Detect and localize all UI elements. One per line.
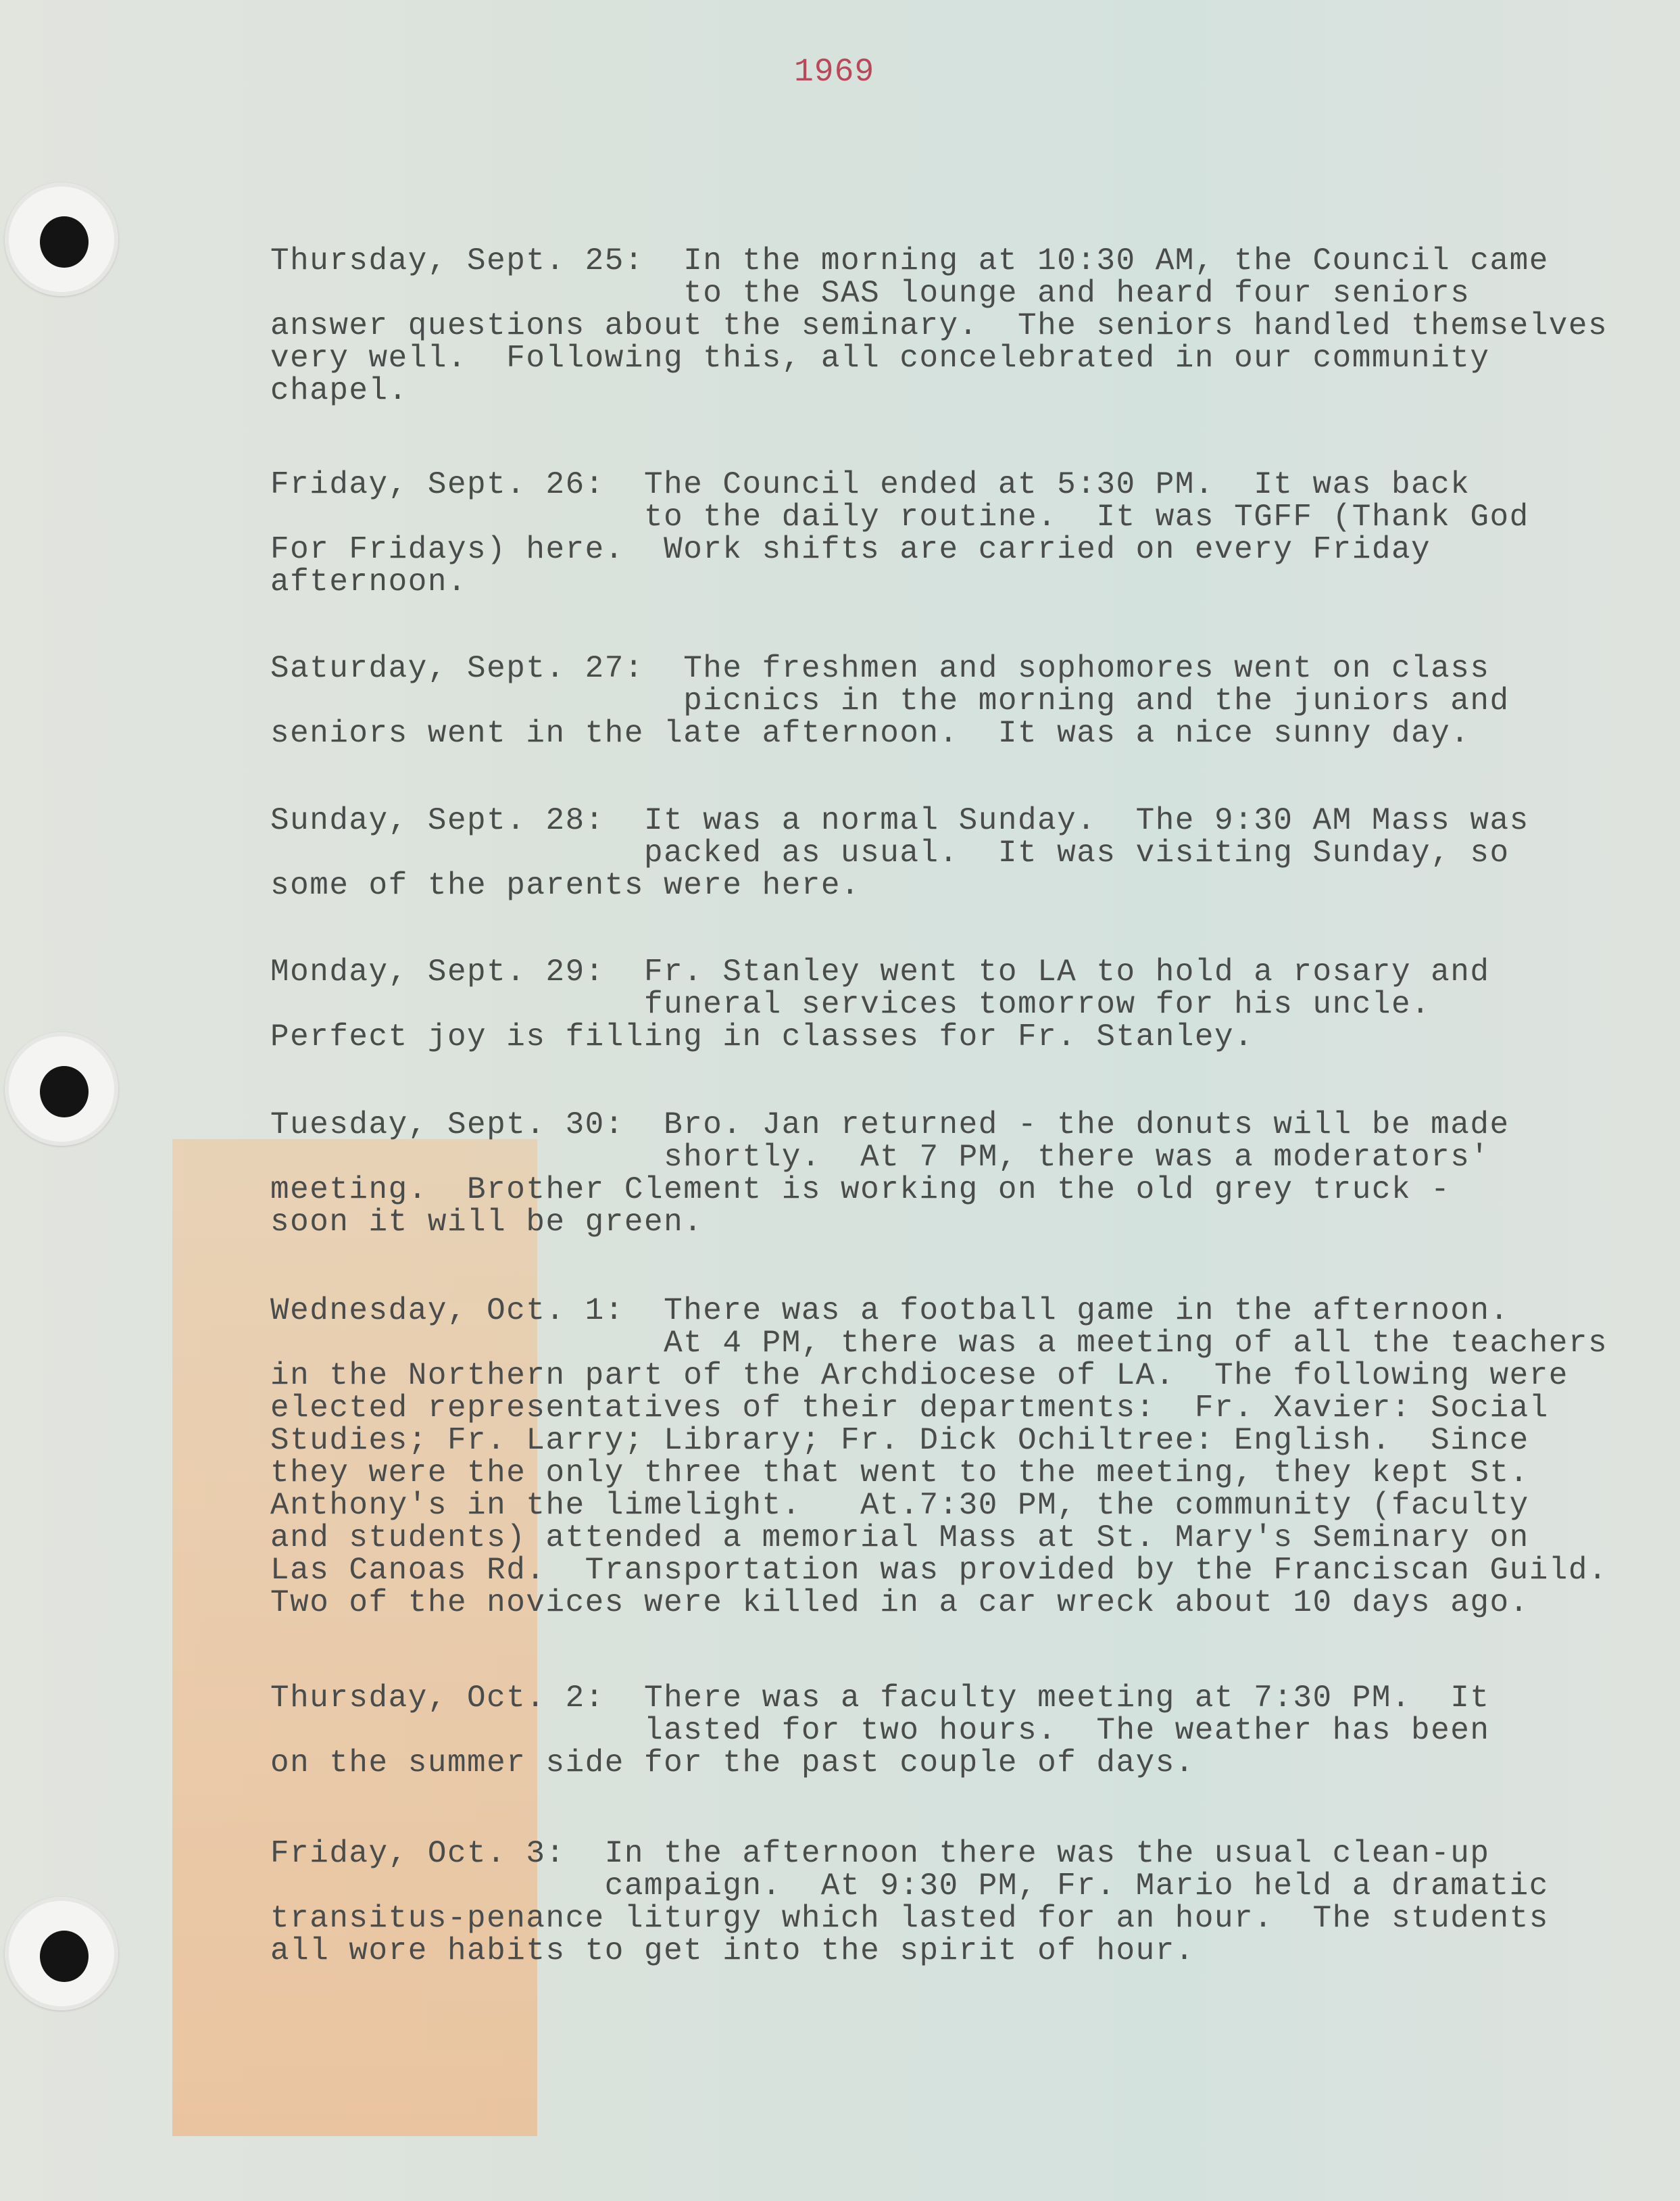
entry-line: in the Northern part of the Archdiocese of LA. The following were — [270, 1358, 1568, 1393]
entry-line: Two of the novices were killed in a car wreck about 10 days ago. — [270, 1585, 1529, 1620]
diary-entry — [270, 652, 1676, 750]
diary-entry — [270, 468, 1676, 598]
entry-line: At 4 PM, there was a meeting of all the teachers — [270, 1326, 1608, 1361]
entry-line: on the summer side for the past couple of days. — [270, 1745, 1195, 1781]
entry-line: Las Canoas Rd. Transportation was provided by the Franciscan Guild. — [270, 1553, 1608, 1588]
entry-line: Perfect joy is filling in classes for Fr. Stanley. — [270, 1019, 1254, 1055]
entry-line: elected representatives of their departments: Fr. Xavier: Social — [270, 1390, 1549, 1426]
punch-hole-bottom — [5, 1897, 118, 2010]
entry-line: seniors went in the late afternoon. It was a nice sunny day. — [270, 716, 1471, 751]
entry-line: some of the parents were here. — [270, 868, 861, 903]
diary-entry — [270, 1295, 1676, 1619]
entry-line: meeting. Brother Clement is working on the old grey truck - — [270, 1172, 1451, 1207]
entry-line: shortly. At 7 PM, there was a moderators' — [270, 1140, 1490, 1175]
entry-line: very well. Following this, all concelebrated in our community — [270, 341, 1490, 376]
entry-line: and students) attended a memorial Mass at St. Mary's Seminary on — [270, 1520, 1529, 1555]
entry-line: Sunday, Sept. 28: It was a normal Sunday. The 9:30 AM Mass was — [270, 803, 1529, 838]
entry-line: Wednesday, Oct. 1: There was a football game in the afternoon. — [270, 1293, 1510, 1328]
diary-entry — [270, 804, 1676, 902]
entry-line: lasted for two hours. The weather has been — [270, 1713, 1490, 1748]
entry-line: Thursday, Sept. 25: In the morning at 10:30 AM, the Council came — [270, 243, 1549, 279]
entry-line: to the daily routine. It was TGFF (Thank God — [270, 500, 1529, 535]
paper-stain — [172, 1139, 537, 2136]
entry-line: Thursday, Oct. 2: There was a faculty meeting at 7:30 PM. It — [270, 1680, 1490, 1716]
entry-line: they were the only three that went to the meeting, they kept St. — [270, 1455, 1529, 1491]
punch-hole-middle — [5, 1032, 118, 1146]
entry-line: transitus-penance liturgy which lasted for an hour. The students — [270, 1901, 1549, 1936]
entry-line: Anthony's in the limelight. At.7:30 PM, the community (faculty — [270, 1488, 1529, 1523]
entry-line: to the SAS lounge and heard four seniors — [270, 276, 1471, 311]
entry-line: chapel. — [270, 373, 408, 408]
entry-line: Tuesday, Sept. 30: Bro. Jan returned - the donuts will be made — [270, 1107, 1510, 1142]
entry-line: campaign. At 9:30 PM, Fr. Mario held a dramatic — [270, 1868, 1549, 1904]
entry-line: Friday, Oct. 3: In the afternoon there was the usual clean-up — [270, 1836, 1490, 1871]
punch-hole-top — [5, 183, 118, 296]
diary-entry — [270, 1682, 1676, 1779]
entry-line: Saturday, Sept. 27: The freshmen and sophomores went on class — [270, 651, 1490, 686]
page-year: 1969 — [794, 54, 875, 91]
entry-line: picnics in the morning and the juniors and — [270, 683, 1510, 719]
diary-entry — [270, 245, 1676, 407]
diary-entry — [270, 1109, 1676, 1238]
entry-line: funeral services tomorrow for his uncle. — [270, 987, 1431, 1022]
entry-line: Monday, Sept. 29: Fr. Stanley went to LA to hold a rosary and — [270, 954, 1490, 990]
entry-line: soon it will be green. — [270, 1205, 703, 1240]
entry-line: answer questions about the seminary. The seniors handled themselves — [270, 308, 1608, 343]
entry-line: Studies; Fr. Larry; Library; Fr. Dick Ochiltree: English. Since — [270, 1423, 1529, 1458]
entry-line: all wore habits to get into the spirit of hour. — [270, 1933, 1195, 1968]
entry-line: For Fridays) here. Work shifts are carried on every Friday — [270, 532, 1431, 567]
diary-entry — [270, 1837, 1676, 1967]
entry-line: packed as usual. It was visiting Sunday, so — [270, 836, 1510, 871]
entry-line: Friday, Sept. 26: The Council ended at 5:30 PM. It was back — [270, 467, 1471, 502]
entry-line: afternoon. — [270, 564, 468, 600]
diary-entry — [270, 956, 1676, 1053]
